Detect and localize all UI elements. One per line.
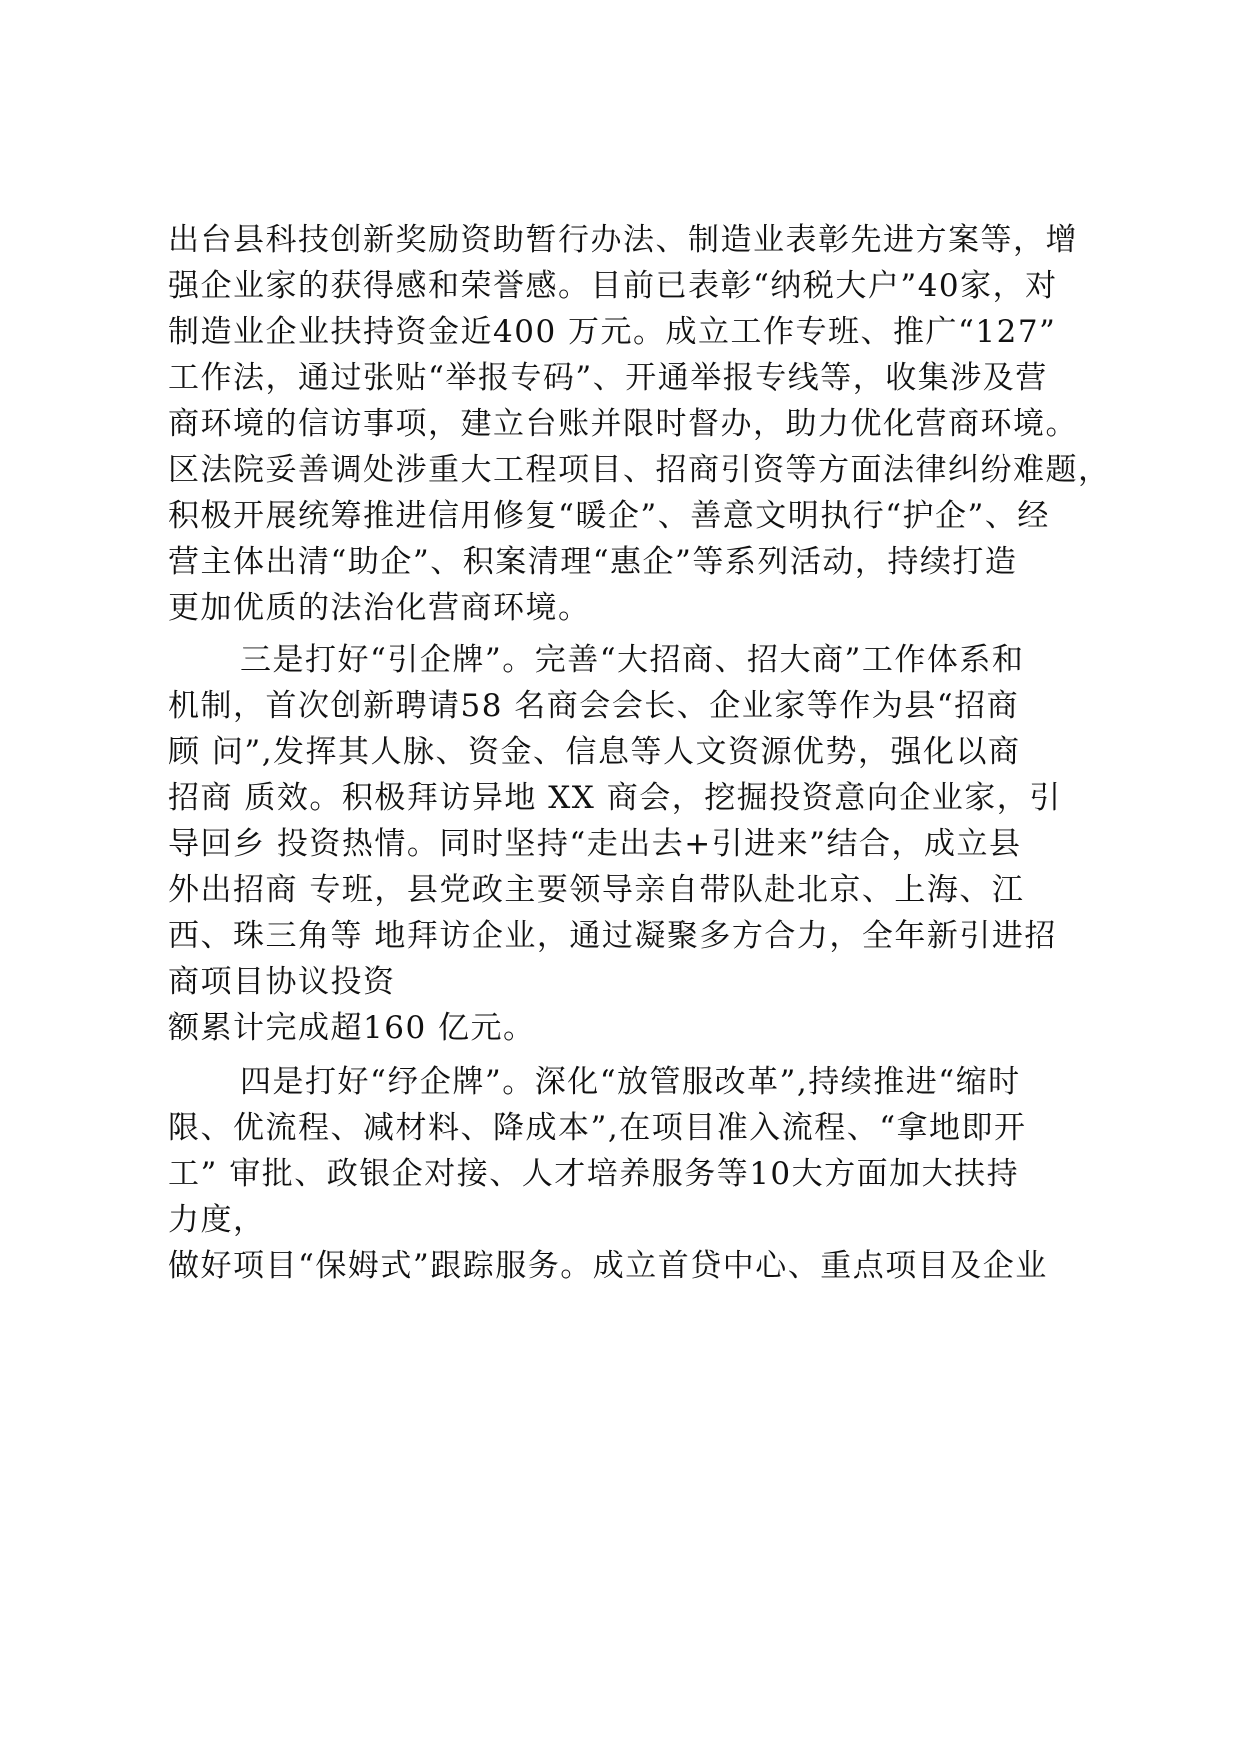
text-line: 出台县科技创新奖励资助暂行办法、制造业表彰先进方案等，增 bbox=[168, 222, 1078, 258]
text-line: 力度， bbox=[168, 1202, 266, 1238]
text-line: 更加优质的法治化营商环境。 bbox=[168, 590, 591, 626]
text-line: 额累计完成超160 亿元。 bbox=[168, 1010, 536, 1046]
text-line: 营主体出清“助企”、积案清理“惠企”等系列活动，持续打造 bbox=[168, 544, 1018, 580]
text-line: 商项目协议投资 bbox=[168, 964, 396, 1000]
text-line: 工作法，通过张贴“举报专码”、开通举报专线等，收集涉及营 bbox=[168, 360, 1048, 396]
text-line: 制造业企业扶持资金近400 万元。成立工作专班、推广“127” bbox=[168, 314, 1057, 350]
text-line: 顾 问”,发挥其人脉、资金、信息等人文资源优势，强化以商 bbox=[168, 734, 1021, 770]
text-line: 导回乡 投资热情。同时坚持“走出去+引进来”结合，成立县 bbox=[168, 826, 1022, 862]
text-line: 西、珠三角等 地拜访企业，通过凝聚多方合力，全年新引进招 bbox=[168, 918, 1057, 954]
text-line: 区法院妥善调处涉重大工程项目、招商引资等方面法律纠纷难题， bbox=[168, 452, 1111, 488]
text-line: 招商 质效。积极拜访异地 XX 商会，挖掘投资意向企业家，引 bbox=[168, 780, 1062, 816]
paragraph-first-line: 四是打好“纾企牌”。深化“放管服改革”,持续推进“缩时 bbox=[240, 1064, 1021, 1100]
text-line: 强企业家的获得感和荣誉感。目前已表彰“纳税大户”40家，对 bbox=[168, 268, 1058, 304]
paragraph-first-line: 三是打好“引企牌”。完善“大招商、招大商”工作体系和 bbox=[240, 642, 1025, 678]
text-line: 商环境的信访事项，建立台账并限时督办，助力优化营商环境。 bbox=[168, 406, 1078, 442]
text-line: 限、优流程、减材料、降成本”,在项目准入流程、“拿地即开 bbox=[168, 1110, 1027, 1146]
text-line: 机制，首次创新聘请58 名商会会长、企业家等作为县“招商 bbox=[168, 688, 1020, 724]
text-line: 外出招商 专班，县党政主要领导亲自带队赴北京、上海、江 bbox=[168, 872, 1025, 908]
text-line: 积极开展统筹推进信用修复“暖企”、善意文明执行“护企”、经 bbox=[168, 498, 1050, 534]
text-line: 做好项目“保姆式”跟踪服务。成立首贷中心、重点项目及企业 bbox=[168, 1248, 1048, 1284]
text-line: 工” 审批、政银企对接、人才培养服务等10大方面加大扶持 bbox=[168, 1156, 1020, 1192]
